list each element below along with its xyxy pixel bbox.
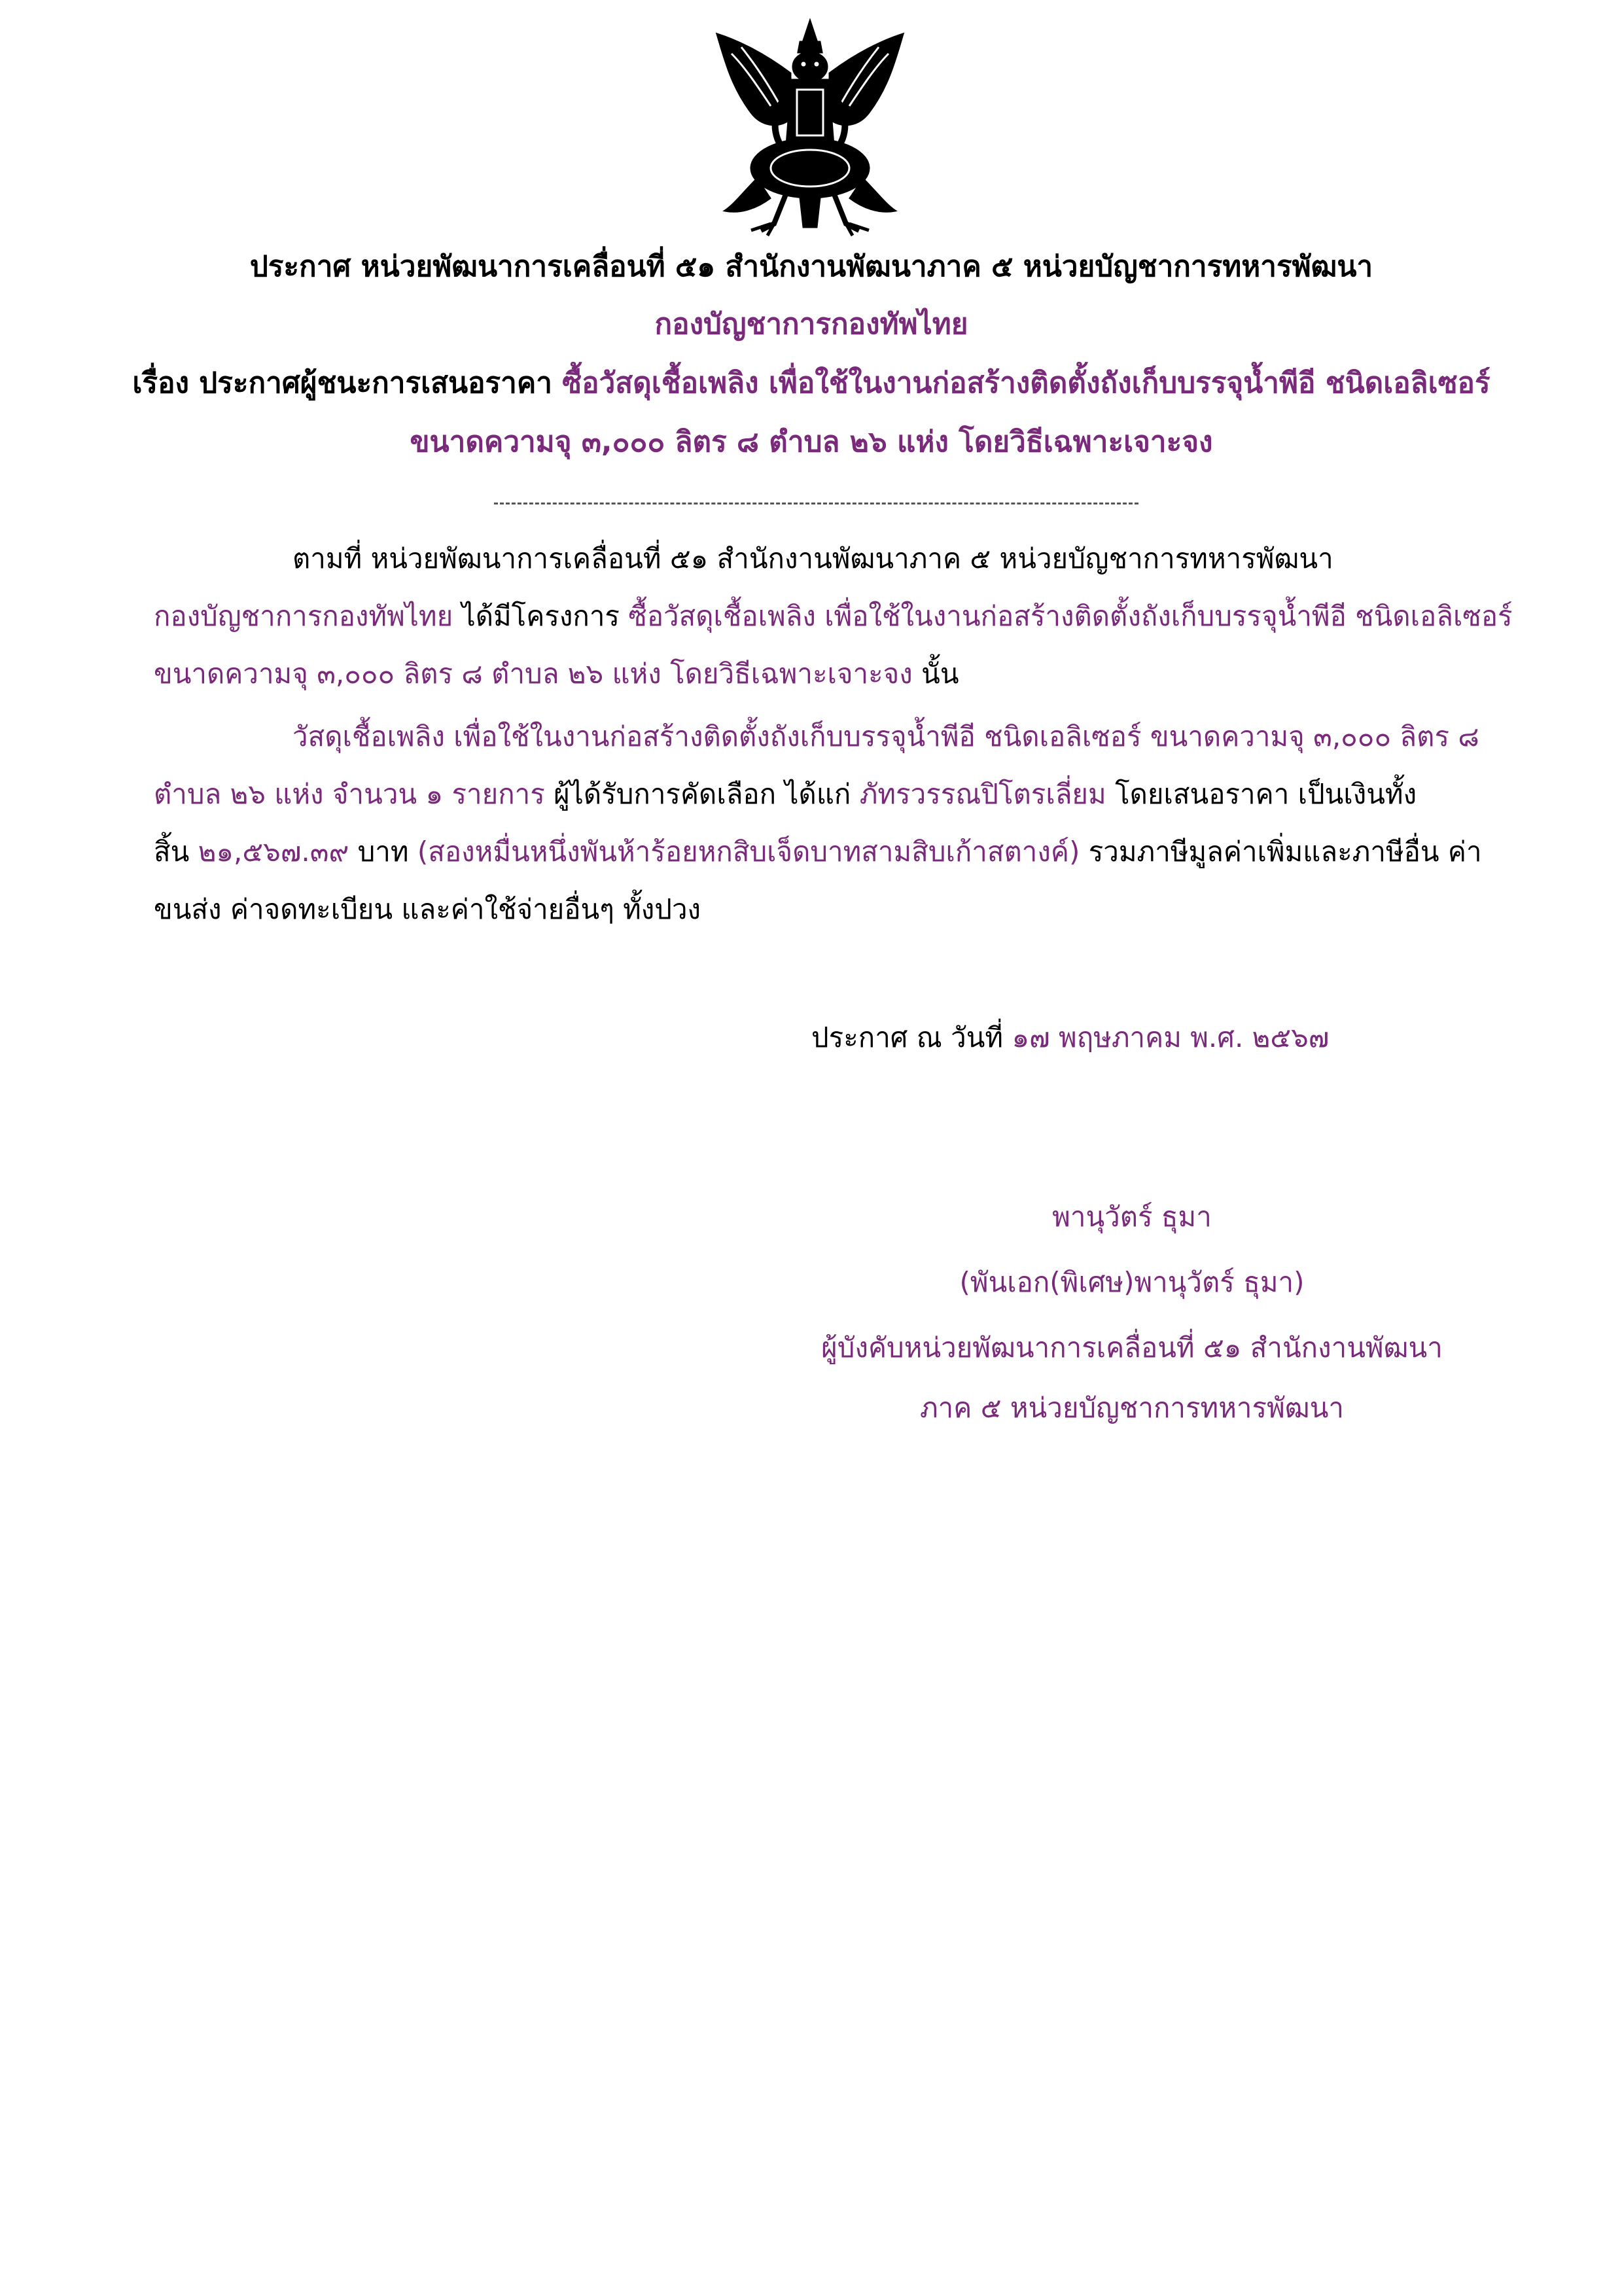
- header-divider: [494, 503, 1138, 504]
- price-label: โดยเสนอราคา เป็นเงินทั้ง: [1106, 778, 1417, 810]
- subject-text: ซื้อวัสดุเชื้อเพลิง เพื่อใช้ในงานก่อสร้างติดตั้งถังเก็บบรรจุน้ำพีอี ชนิดเอลิเซอร์: [562, 366, 1490, 400]
- paragraph-2-line-2: [154, 776, 1475, 813]
- organization-ref: กองบัญชาการกองทัพไทย: [154, 600, 453, 632]
- subject-line-continued: [118, 424, 1505, 461]
- paragraph-1-end: นั้น: [912, 658, 959, 690]
- item-quantity: ตำบล ๒๖ แห่ง จำนวน ๑ รายการ: [154, 778, 545, 810]
- paragraph-1-text: ตามที่ หน่วยพัฒนาการเคลื่อนที่ ๕๑ สำนักงานพัฒนาภาค ๕ หน่วยบัญชาการทหารพัฒนา: [292, 542, 1333, 574]
- organization-name: [118, 306, 1505, 343]
- paragraph-2-line-4: [154, 891, 1475, 928]
- announcement-date: [811, 1019, 1329, 1056]
- paragraph-2-line-1: [292, 718, 1614, 755]
- project-name: ซื้อวัสดุเชื้อเพลิง เพื่อใช้ในงานก่อสร้างติดตั้งถังเก็บบรรจุน้ำพีอี ชนิดเอลิเซอร์: [628, 600, 1513, 632]
- tax-note: รวมภาษีมูลค่าเพิ่มและภาษีอื่น ค่า: [1080, 836, 1482, 868]
- paragraph-1-line-3: [154, 656, 1475, 692]
- paragraph-1-line-2: [154, 598, 1513, 635]
- selected-label: ผู้ได้รับการคัดเลือก ได้แก่: [544, 778, 860, 810]
- date-label: ประกาศ ณ วันที่: [811, 1021, 1012, 1053]
- organization-name-text: กองบัญชาการกองทัพไทย: [654, 308, 968, 341]
- subject-text-continued: ขนาดความจุ ๓,๐๐๐ ลิตร ๘ ตำบล ๒๖ แห่ง โดยวิธีเฉพาะเจาะจง: [410, 425, 1213, 459]
- signature-name-text: พานุวัตร์ ธุมา: [1052, 1201, 1212, 1233]
- signatory-position-line-1: ผู้บังคับหน่วยพัฒนาการเคลื่อนที่ ๕๑ สำนักงานพัฒนา: [821, 1332, 1443, 1364]
- signatory-position-continued: [805, 1390, 1459, 1426]
- tax-note-continued: ขนส่ง ค่าจดทะเบียน และค่าใช้จ่ายอื่นๆ ทั้งปวง: [154, 893, 701, 925]
- project-name-continued: ขนาดความจุ ๓,๐๐๐ ลิตร ๘ ตำบล ๒๖ แห่ง โดยวิธีเฉพาะเจาะจง: [154, 658, 913, 690]
- signatory-full-name: [805, 1264, 1459, 1301]
- signatory-full-name-text: (พันเอก(พิเศษ)พานุวัตร์ ธุมา): [959, 1266, 1305, 1298]
- project-intro: ได้มีโครงการ: [453, 600, 629, 632]
- announcement-title-text: ประกาศ หน่วยพัฒนาการเคลื่อนที่ ๕๑ สำนักงานพัฒนาภาค ๕ หน่วยบัญชาการทหารพัฒนา: [249, 250, 1373, 283]
- item-description: วัสดุเชื้อเพลิง เพื่อใช้ในงานก่อสร้างติดตั้งถังเก็บบรรจุน้ำพีอี ชนิดเอลิเซอร์ ขนาดความจุ ๓,๐๐๐ ลิตร ๘: [292, 720, 1479, 752]
- winner-name: ภัทรวรรณปิโตรเลี่ยม: [859, 778, 1106, 810]
- date-value: ๑๗ พฤษภาคม พ.ศ. ๒๕๖๗: [1012, 1021, 1330, 1053]
- subject-line: [118, 365, 1505, 402]
- announcement-title: [118, 249, 1505, 285]
- total-prefix: สิ้น: [154, 836, 198, 868]
- price-amount: ๒๑,๕๖๗.๓๙: [198, 836, 349, 868]
- garuda-emblem-icon: [705, 14, 915, 240]
- signatory-position: [805, 1330, 1459, 1366]
- subject-prefix: เรื่อง ประกาศผู้ชนะการเสนอราคา: [132, 366, 563, 400]
- signatory-position-line-2: ภาค ๕ หน่วยบัญชาการทหารพัฒนา: [920, 1392, 1344, 1424]
- signature-name: [805, 1199, 1459, 1235]
- currency-label: บาท: [349, 836, 417, 868]
- price-in-words: (สองหมื่นหนึ่งพันห้าร้อยหกสิบเจ็ดบาทสามสิบเก้าสตางค์): [417, 836, 1080, 868]
- paragraph-1-line-1: [292, 540, 1614, 577]
- paragraph-2-line-3: [154, 834, 1482, 870]
